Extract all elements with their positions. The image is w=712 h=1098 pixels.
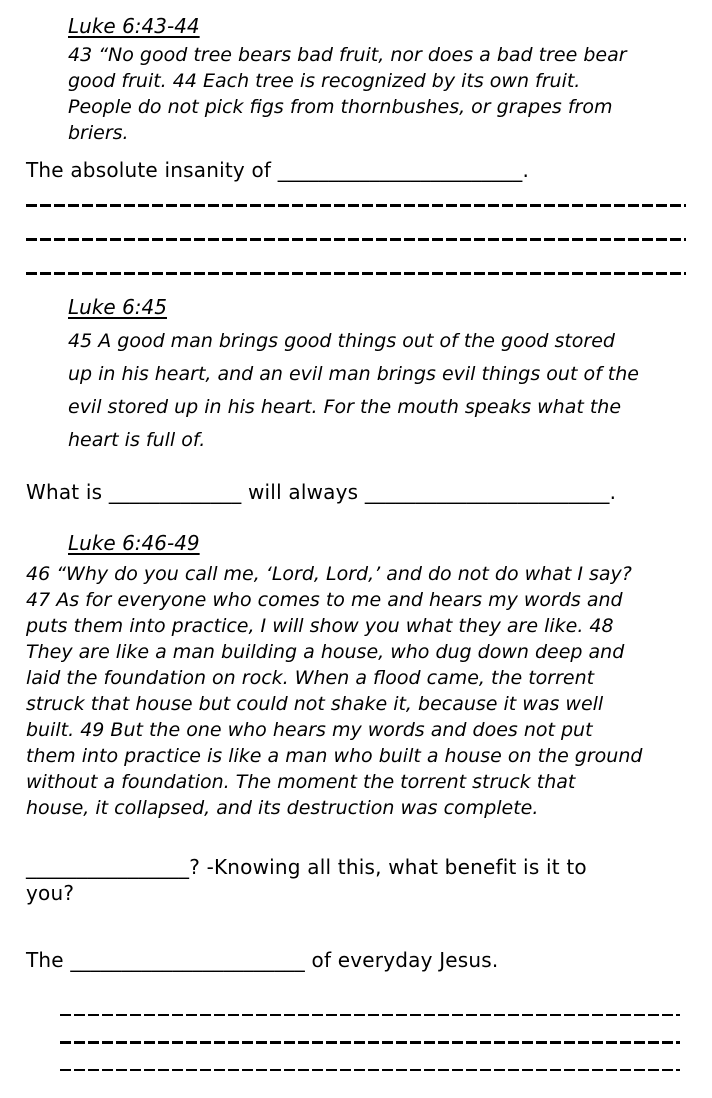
fill-in-prompt-knowing-all-this [26, 854, 686, 906]
verse-line: good fruit. 44 Each tree is recognized by its own fruit. [68, 70, 581, 92]
verse-line: struck that house but could not shake it, because it was well [26, 692, 604, 715]
verse-line: house, it collapsed, and its destruction was complete. [26, 796, 539, 819]
writing-line [26, 204, 686, 207]
verse-line: up in his heart, and an evil man brings evil things out of the [68, 362, 639, 385]
writing-line [60, 1069, 680, 1072]
fill-in-prompt-absolute-insanity: The absolute insanity of ________________________. [26, 158, 530, 182]
verse-line: evil stored up in his heart. For the mouth speaks what the [68, 395, 622, 418]
passage-text-luke-6-45 [68, 325, 686, 457]
passage-text-luke-6-43-44 [68, 42, 686, 146]
verse-line: 47 As for everyone who comes to me and hears my words and [26, 588, 623, 611]
fill-in-prompt-what-is-will-always: What is _____________ will always ________________________. [26, 479, 617, 504]
writing-lines-block-1 [26, 204, 686, 275]
fill-in-prompt-everyday-jesus: The _______________________ of everyday Jesus. [26, 947, 499, 972]
writing-lines-block-2 [60, 1014, 686, 1072]
writing-line [26, 272, 686, 275]
writing-line [26, 238, 686, 241]
verse-line: 46 “Why do you call me, ‘Lord, Lord,’ and do not do what I say? [26, 562, 632, 585]
passage-reference-luke-6-43-44: Luke 6:43-44 [68, 14, 200, 38]
verse-line: People do not pick figs from thornbushes, or grapes from [68, 96, 613, 118]
verse-line: They are like a man building a house, who dug down deep and [26, 640, 625, 663]
passage-reference-luke-6-46-49: Luke 6:46-49 [68, 530, 200, 555]
verse-line: heart is full of. [68, 428, 206, 451]
prompt-line: you? [26, 880, 75, 905]
passage-reference-luke-6-45: Luke 6:45 [68, 294, 167, 319]
writing-line [60, 1014, 680, 1017]
passage-text-luke-6-46-49 [26, 561, 686, 821]
verse-line: puts them into practice, I will show you what they are like. 48 [26, 614, 614, 637]
verse-line: 43 “No good tree bears bad fruit, nor does a bad tree bear [68, 44, 627, 66]
verse-line: briers. [68, 122, 129, 144]
verse-line: 45 A good man brings good things out of the good stored [68, 329, 615, 352]
verse-line: laid the foundation on rock. When a flood came, the torrent [26, 666, 595, 689]
writing-line [60, 1041, 680, 1044]
prompt-line: ________________? -Knowing all this, what benefit is it to [26, 854, 587, 879]
verse-line: built. 49 But the one who hears my words and does not put [26, 718, 593, 741]
verse-line: them into practice is like a man who built a house on the ground [26, 744, 643, 767]
verse-line: without a foundation. The moment the torrent struck that [26, 770, 576, 793]
